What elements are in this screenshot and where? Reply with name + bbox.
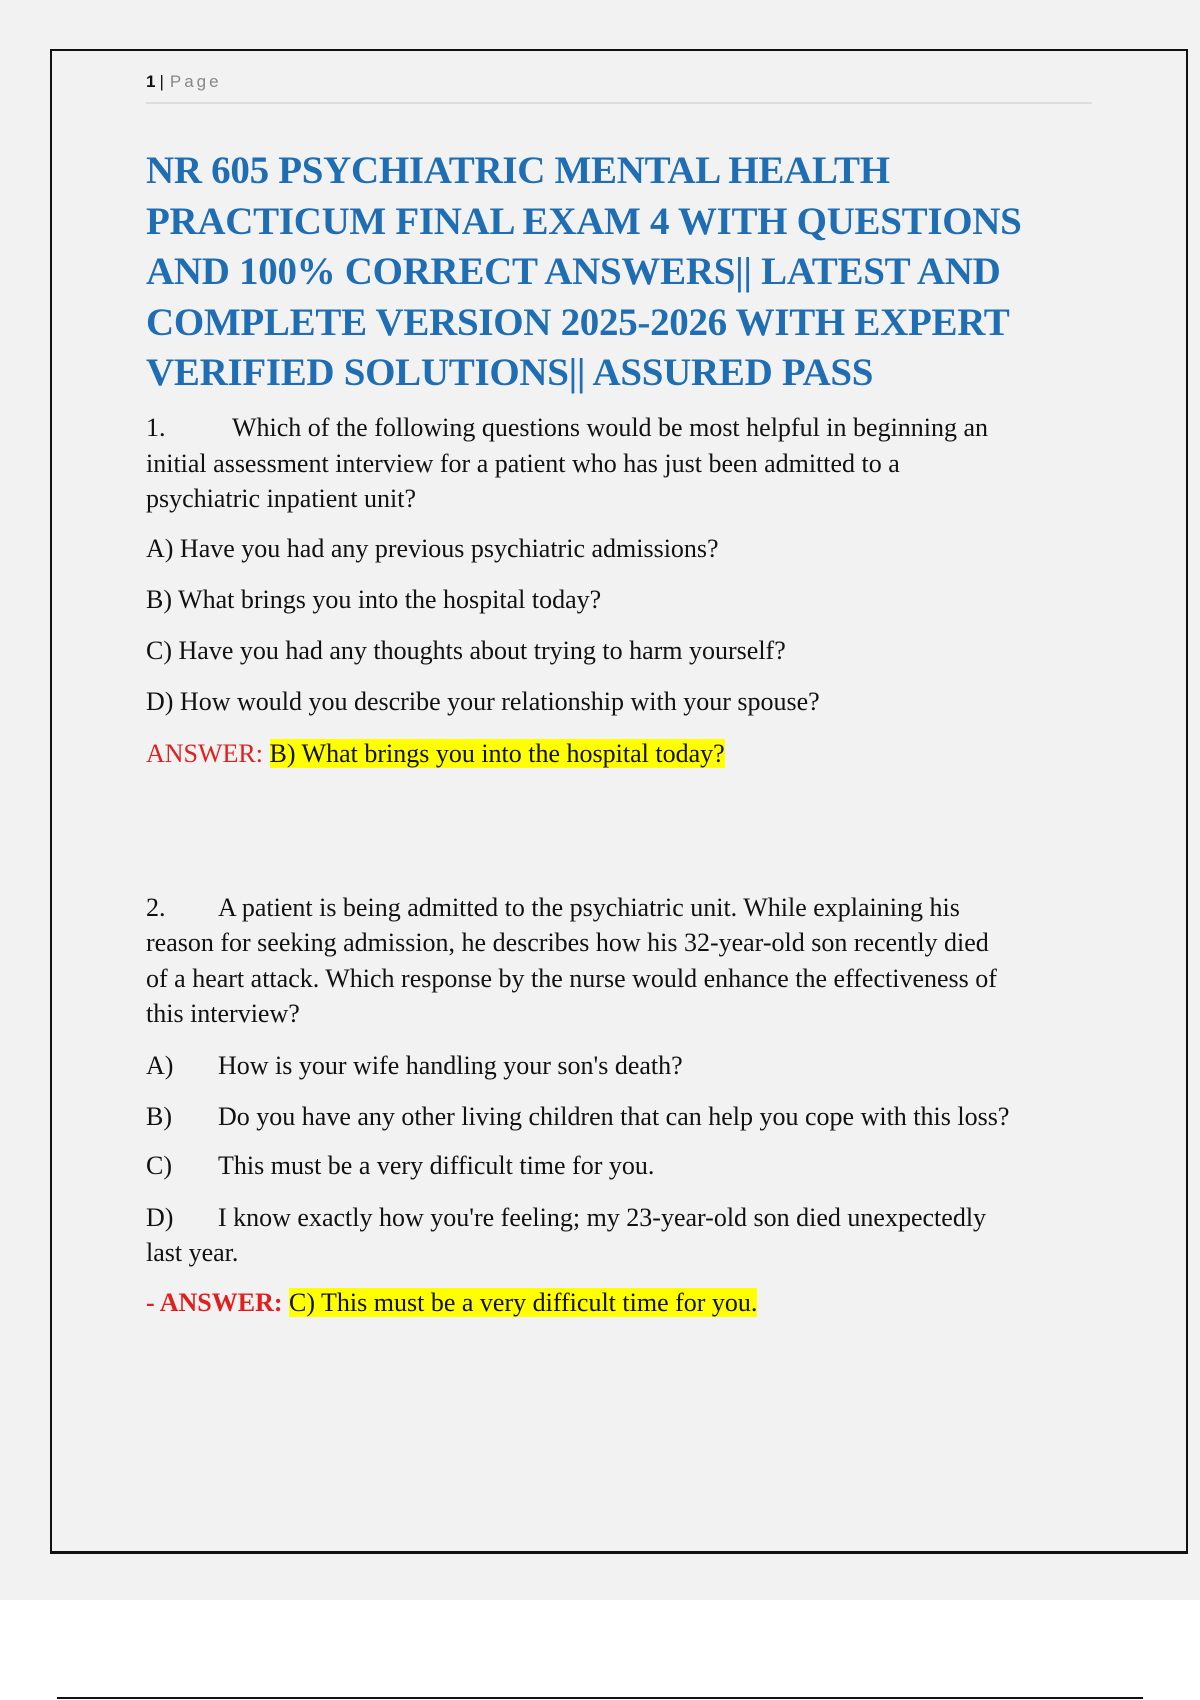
title-line: VERIFIED SOLUTIONS|| ASSURED PASS xyxy=(146,351,874,394)
page-label: Page xyxy=(169,72,222,91)
option-b: B) What brings you into the hospital today? xyxy=(146,585,602,614)
option-text: This must be a very difficult time for you. xyxy=(218,1151,655,1180)
answer-label: - ANSWER: xyxy=(146,1288,283,1317)
option-letter: C) xyxy=(146,1151,172,1180)
option-a: A) Have you had any previous psychiatric admissions? xyxy=(146,534,719,563)
option-d: D) How would you describe your relationship with your spouse? xyxy=(146,687,820,716)
option-a xyxy=(146,1051,683,1081)
answer-1 xyxy=(146,739,725,769)
question-text: of a heart attack. Which response by the nurse would enhance the effectiveness of xyxy=(146,964,997,993)
next-page-border xyxy=(57,1697,1143,1699)
question-text: initial assessment interview for a patient who has just been admitted to a xyxy=(146,449,900,478)
document-title xyxy=(146,146,1022,399)
option-letter: A) xyxy=(146,1051,174,1080)
question-text: Which of the following questions would be most helpful in beginning an xyxy=(232,413,989,442)
page-header xyxy=(146,72,222,92)
question-text: psychiatric inpatient unit? xyxy=(146,484,417,513)
question-number: 1. xyxy=(146,413,166,442)
option-letter: D) xyxy=(146,1203,174,1232)
question-text: A patient is being admitted to the psychiatric unit. While explaining his xyxy=(218,893,960,922)
option-text: How is your wife handling your son's death? xyxy=(218,1051,683,1080)
question-1-stem xyxy=(146,413,988,443)
question-number: 2. xyxy=(146,893,166,922)
answer-label: ANSWER: xyxy=(146,739,263,768)
question-text: this interview? xyxy=(146,999,300,1028)
option-text: Do you have any other living children that can help you cope with this loss? xyxy=(218,1102,1010,1131)
header-divider xyxy=(146,102,1092,104)
answer-text: C) This must be a very difficult time for you. xyxy=(289,1288,758,1317)
title-line: NR 605 PSYCHIATRIC MENTAL HEALTH xyxy=(146,149,890,192)
question-2-stem xyxy=(146,893,960,923)
option-text: I know exactly how you're feeling; my 23-year-old son died unexpectedly xyxy=(218,1203,987,1232)
option-d-continuation: last year. xyxy=(146,1238,239,1267)
answer-2 xyxy=(146,1288,757,1318)
page-number: 1 xyxy=(146,72,156,91)
header-separator: | xyxy=(159,72,164,91)
option-d xyxy=(146,1203,986,1233)
answer-text: B) What brings you into the hospital today? xyxy=(269,739,725,768)
option-c xyxy=(146,1151,654,1181)
option-c: C) Have you had any thoughts about trying to harm yourself? xyxy=(146,636,786,665)
option-letter: B) xyxy=(146,1102,172,1131)
title-line: COMPLETE VERSION 2025-2026 WITH EXPERT xyxy=(146,300,1010,344)
question-text: reason for seeking admission, he describes how his 32-year-old son recently died xyxy=(146,928,989,957)
title-line: PRACTICUM FINAL EXAM 4 WITH QUESTIONS xyxy=(146,199,1022,243)
option-b xyxy=(146,1102,1009,1132)
title-line: AND 100% CORRECT ANSWERS|| LATEST AND xyxy=(146,250,1001,293)
